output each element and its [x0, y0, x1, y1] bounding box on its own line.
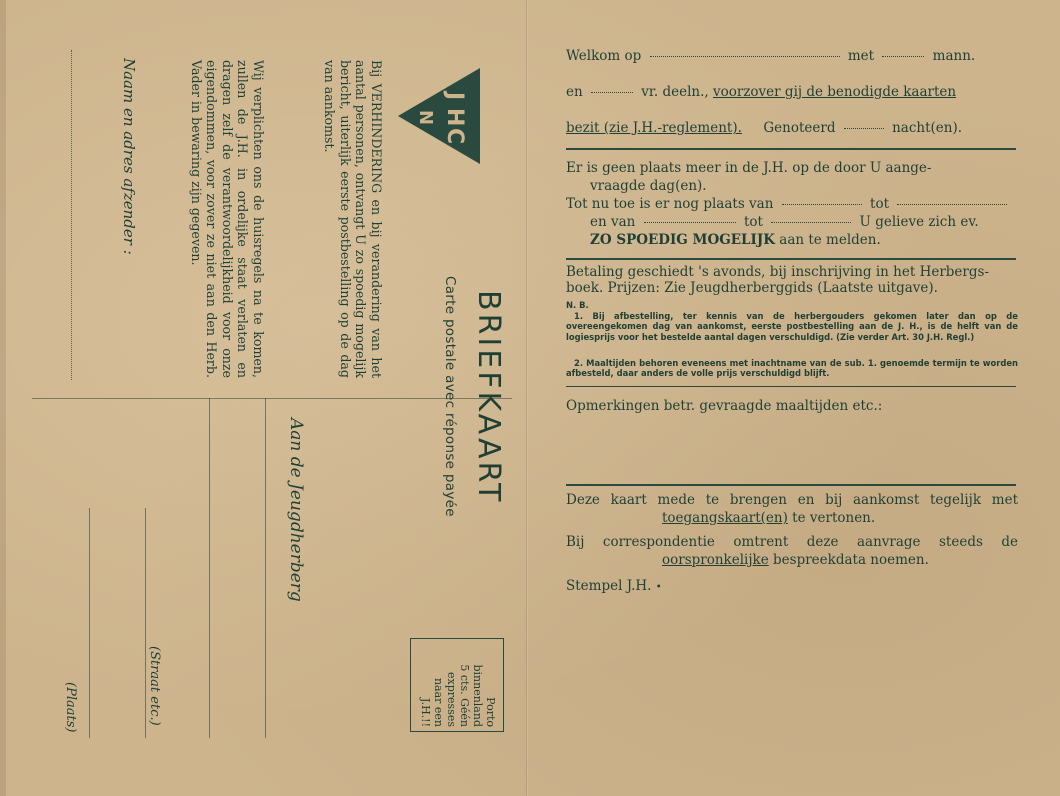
until-date-field-2 — [771, 222, 851, 223]
card-title: BRIEFKAART — [471, 290, 506, 505]
welcome-label: Welkom op — [566, 48, 642, 64]
nb-note-2: 2. Maaltijden behoren eveneens met inachtname van de sub. 1. genoemde termijn te worden afbesteld, daar anders de volle prijs verschuldigd blijft. — [566, 358, 1018, 379]
no-room-text-2: vraagde dag(en). — [590, 178, 707, 194]
postage-line: naar een — [432, 677, 445, 727]
nb-note-1: 1. Bij afbestelling, ter kennis van de herbergouders gekomen later dan op de overeengekomen dag van aankomst, eerste postbestelling aan de J. H., is de helft van de logiesprijs voor het bestelde aantal dagen verschuldigd. (Zie verder Art. 30 J.H. Regl.) — [566, 311, 1018, 342]
correspondence-text: Bij correspondentie omtrent deze aanvrage steeds de — [566, 534, 1018, 550]
address-line — [145, 508, 146, 738]
availability-line-2 — [590, 214, 979, 230]
postage-box — [410, 638, 504, 732]
svg-text:J: J — [442, 92, 467, 101]
date-field — [650, 56, 840, 57]
payment-text-2: boek. Prijzen: Zie Jeugdherberggids (Laatste uitgave). — [566, 280, 938, 296]
postage-line: Porto — [484, 697, 497, 727]
address-panel — [0, 0, 522, 796]
bring-card-text: Deze kaart mede te brengen en bij aankomst tegelijk met — [566, 492, 1018, 508]
please-label: U gelieve zich ev. — [859, 214, 979, 230]
svg-text:C: C — [442, 128, 467, 145]
street-hint: (Straat etc.) — [147, 646, 162, 726]
house-rules-notice: Wij verplichten ons de huisregels na te komen, zullen de J.H. in ordelijke staat verlaten en dragen zelf de verantwoordelijkheid voor onze eigendommen, voor zover ze niet aan den Herb. Vader in bewaring zijn gegeven. — [188, 60, 266, 378]
availability-line — [566, 196, 1011, 212]
section-rule — [566, 258, 1016, 260]
sender-line — [71, 50, 72, 380]
women-line — [566, 84, 956, 100]
until-label: tot — [870, 196, 889, 212]
welcome-line — [566, 48, 975, 64]
availability-label: Tot nu toe is er nog plaats van — [566, 196, 774, 212]
from-date-field-2 — [644, 222, 736, 223]
asap-line — [590, 232, 881, 248]
register-label: aan te melden. — [779, 232, 881, 248]
asap-emphasis: ZO SPOEDIG MOGELIJK — [590, 232, 775, 248]
until-label-2: tot — [743, 214, 763, 230]
and-label: en — [566, 84, 583, 100]
city-hint: (Plaats) — [63, 682, 78, 733]
show-label: te vertonen. — [792, 510, 876, 526]
payment-text: Betaling geschiedt 's avonds, bij inschrijving in het Herbergs- — [566, 264, 990, 280]
section-rule — [566, 148, 1016, 150]
correspondence-text-2 — [662, 552, 929, 568]
no-room-text: Er is geen plaats meer in de J.H. op de door U aange- — [566, 160, 932, 176]
card-subtitle: Carte postale avec réponse payée — [442, 276, 458, 517]
and-from-label: en van — [590, 214, 636, 230]
nb-heading: N. B. — [566, 300, 589, 310]
booked-label: Genoteerd — [763, 120, 836, 136]
sender-label: Naam en adres afzender : — [120, 58, 138, 255]
original-label: oorspronkelijke — [662, 552, 769, 568]
postage-line: expresses — [445, 672, 458, 727]
nights-label: nacht(en). — [892, 120, 963, 136]
women-label: vr. deeln., — [641, 84, 709, 100]
svg-text:N: N — [415, 110, 436, 126]
nights-field — [844, 128, 884, 129]
address-line — [89, 508, 90, 738]
svg-text:H: H — [442, 108, 467, 127]
address-line — [209, 398, 210, 738]
booking-dates-label: bespreekdata noemen. — [773, 552, 929, 568]
stamp-label: Stempel J.H. — [566, 578, 652, 594]
regulation-ref: bezit (zie J.H.-reglement). — [566, 120, 742, 136]
recipient-label: Aan de Jeugdherberg — [286, 418, 306, 602]
with-label: met — [847, 48, 875, 64]
section-rule — [566, 484, 1016, 486]
remarks-label: Opmerkingen betr. gevraagde maaltijden etc.: — [566, 398, 883, 414]
men-count-field — [882, 56, 924, 57]
postage-line: binnenland — [471, 664, 484, 727]
bring-card-text-2 — [662, 510, 875, 526]
address-line — [265, 398, 266, 738]
cancellation-notice: Bij VERHINDERING en bij verandering van het aantal personen, ontvangt U zo spoedig mogelijk bericht, uiterlijk eerste postbestelling op de dag van aankomst. — [322, 60, 384, 378]
card-fold — [526, 0, 528, 796]
card-condition: voorzover gij de benodigde kaarten — [712, 84, 957, 100]
until-date-field — [897, 204, 1007, 205]
stamp-line — [566, 578, 662, 594]
access-card-label: toegangskaart(en) — [662, 510, 788, 526]
section-rule — [566, 386, 1016, 387]
postage-line: J.H.!! — [419, 698, 432, 727]
stamp-dot: • — [655, 582, 662, 593]
women-count-field — [591, 92, 633, 93]
from-date-field — [782, 204, 862, 205]
men-label: mann. — [932, 48, 976, 64]
jhc-logo — [394, 66, 484, 166]
panel-divider — [32, 398, 512, 399]
postage-line: 5 cts. Géén — [458, 664, 471, 727]
booked-line — [566, 120, 962, 136]
